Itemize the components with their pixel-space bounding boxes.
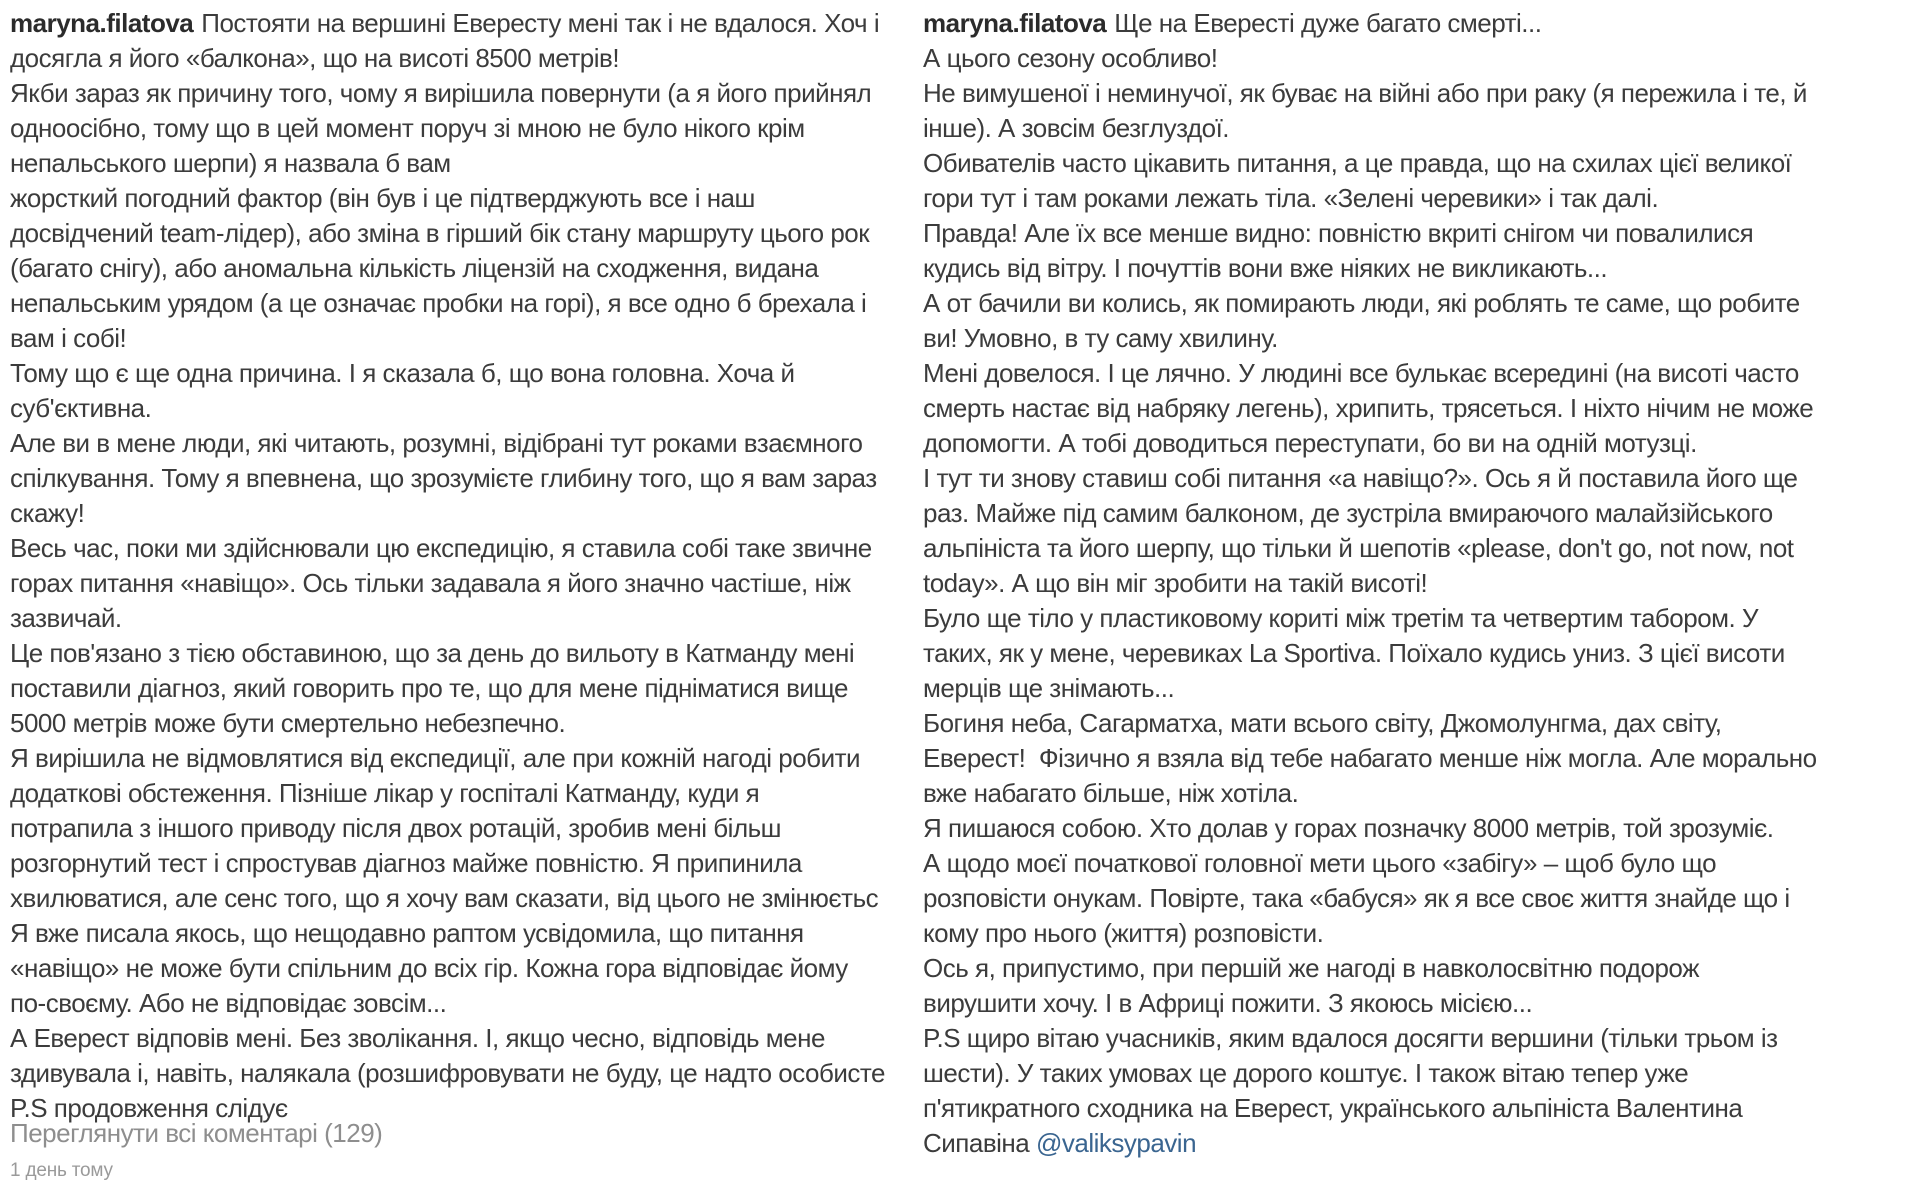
caption-line: Обивателів часто цікавить питання, а це правда, що на схилах цієї великої bbox=[923, 148, 1792, 178]
caption-line: Ось я, припустимо, при першій же нагоді в навколосвітню подорож bbox=[923, 953, 1699, 983]
caption-line: здивувала і, навіть, налякала (розшифровувати не буду, це надто особисте bbox=[10, 1058, 885, 1088]
caption-line: одноосібно, тому що в цей момент поруч зі мною не було нікого крім bbox=[10, 113, 805, 143]
caption-line: А от бачили ви колись, як помирають люди, які роблять те саме, що робите bbox=[923, 288, 1800, 318]
caption-line: скажу! bbox=[10, 498, 85, 528]
caption-line: досягла я його «балкона», що на висоті 8500 метрів! bbox=[10, 43, 620, 73]
caption-line: раз. Майже під самим балконом, де зустріла вмираючого малайзійського bbox=[923, 498, 1773, 528]
caption-line: Еверест! Фізично я взяла від тебе набагато менше ніж могла. Але морально bbox=[923, 743, 1817, 773]
caption-line: Мені довелося. І це лячно. У людині все булькає всередині (на висоті часто bbox=[923, 358, 1799, 388]
caption-line: горах питання «навіщо». Ось тільки задавала я його значно частіше, ніж bbox=[10, 568, 851, 598]
caption-line: вам і собі! bbox=[10, 323, 127, 353]
caption-line: Але ви в мене люди, які читають, розумні, відібрані тут роками взаємного bbox=[10, 428, 863, 458]
caption-line: розгорнутий тест і спростував діагноз майже повністю. Я припинила bbox=[10, 848, 802, 878]
caption-line: хвилюватися, але сенс того, що я хочу вам сказати, від цього не змінюєтьс bbox=[10, 883, 879, 913]
caption-line: Якби зараз як причину того, чому я вирішила повернути (а я його прийнял bbox=[10, 78, 872, 108]
caption-line: розповісти онукам. Повірте, така «бабуся» як я все своє життя знайде що і bbox=[923, 883, 1790, 913]
username-link[interactable]: maryna.filatova bbox=[923, 8, 1107, 38]
caption-line: today». А що він міг зробити на такій висоті! bbox=[923, 568, 1428, 598]
caption-line: А Еверест відповів мені. Без зволікання. І, якщо чесно, відповідь мене bbox=[10, 1023, 825, 1053]
view-all-comments-button[interactable]: Переглянути всі коментарі (129) bbox=[10, 1118, 383, 1148]
caption-line: вже набагато більше, ніж хотіла. bbox=[923, 778, 1299, 808]
caption-line: таких, як у мене, черевиках La Sportiva. Поїхало кудись униз. З цієї висоти bbox=[923, 638, 1785, 668]
caption-line: додаткові обстеження. Пізніше лікар у госпіталі Катманду, куди я bbox=[10, 778, 760, 808]
caption-line: шести). У таких умовах це дорого коштує. І також вітаю тепер уже bbox=[923, 1058, 1689, 1088]
caption-line: мерців ще знімають... bbox=[923, 673, 1175, 703]
caption-lines bbox=[923, 41, 1915, 1126]
caption-line: інше). А зовсім безглуздої. bbox=[923, 113, 1230, 143]
caption-line: гори тут і там роками лежать тіла. «Зелені черевики» і так далі. bbox=[923, 183, 1659, 213]
caption-line: Було ще тіло у пластиковому кориті між третім та четвертим табором. У bbox=[923, 603, 1759, 633]
caption-line: Весь час, поки ми здійснювали цю експедицію, я ставила собі таке звичне bbox=[10, 533, 872, 563]
caption-line: А щодо моєї початкової головної мети цього «забігу» – щоб було що bbox=[923, 848, 1717, 878]
caption-line: спілкування. Тому я впевнена, що зрозумієте глибину того, що я вам зараз bbox=[10, 463, 877, 493]
username-link[interactable]: maryna.filatova bbox=[10, 8, 194, 38]
caption-first-line bbox=[10, 6, 888, 41]
caption-line: ви! Умовно, в ту саму хвилину. bbox=[923, 323, 1278, 353]
caption-line: Я вже писала якось, що нещодавно раптом усвідомила, що питання bbox=[10, 918, 804, 948]
caption-line: досвідчений team-лідер), або зміна в гірший бік стану маршруту цього рок bbox=[10, 218, 870, 248]
post-caption-left bbox=[10, 6, 888, 1123]
caption-line: смерть настає від набряку легень), хрипить, трясеться. І ніхто нічим не може bbox=[923, 393, 1814, 423]
caption-line: А цього сезону особливо! bbox=[923, 43, 1218, 73]
caption-line: «навіщо» не може бути спільним до всіх гір. Кожна гора відповідає йому bbox=[10, 953, 848, 983]
caption-line: поставили діагноз, який говорить про те, що для мене підніматися вище bbox=[10, 673, 848, 703]
caption-line: потрапила з іншого приводу після двох ротацій, зробив мені більш bbox=[10, 813, 782, 843]
caption-line: Я пишаюся собою. Хто долав у горах позначку 8000 метрів, той зрозуміє. bbox=[923, 813, 1774, 843]
caption-line: Тому що є ще одна причина. І я сказала б, що вона головна. Хоча й bbox=[10, 358, 795, 388]
caption-line: 5000 метрів може бути смертельно небезпечно. bbox=[10, 708, 566, 738]
caption-line: жорсткий погодний фактор (він був і це підтверджують все і наш bbox=[10, 183, 755, 213]
caption-line: Я вирішила не відмовлятися від експедиції, але при кожній нагоді робити bbox=[10, 743, 861, 773]
caption-first-line bbox=[923, 6, 1915, 41]
caption-line: Богиня неба, Сагарматха, мати всього світу, Джомолунгма, дах світу, bbox=[923, 708, 1722, 738]
caption-line: Це пов'язано з тією обставиною, що за день до вильоту в Катманду мені bbox=[10, 638, 855, 668]
caption-line: Правда! Але їх все менше видно: повністю вкриті снігом чи повалилися bbox=[923, 218, 1754, 248]
post-caption-right bbox=[923, 6, 1915, 1191]
caption-line: P.S продовження слідує bbox=[10, 1093, 288, 1123]
caption-line: допомогти. А тобі доводиться переступати, бо ви на одній мотузці. bbox=[923, 428, 1697, 458]
caption-line: кому про нього (життя) розповісти. bbox=[923, 918, 1324, 948]
caption-line: P.S щиро вітаю учасників, яким вдалося досягти вершини (тільки трьом із bbox=[923, 1023, 1778, 1053]
caption-line: альпініста та його шерпу, що тільки й шепотів «please, don't go, not now, not bbox=[923, 533, 1794, 563]
caption-line: непальського шерпи) я назвала б вам bbox=[10, 148, 451, 178]
caption-line: п'ятикратного сходника на Еверест, українського альпініста Валентина bbox=[923, 1093, 1743, 1123]
caption-last-line bbox=[923, 1126, 1915, 1161]
caption-line: вирушити хочу. І в Африці пожити. З якоюсь місією... bbox=[923, 988, 1533, 1018]
caption-text: Ще на Евересті дуже багато смерті... bbox=[1114, 8, 1542, 38]
caption-text: Сипавіна bbox=[923, 1128, 1036, 1158]
caption-line: суб'єктивна. bbox=[10, 393, 152, 423]
caption-line: по-своєму. Або не відповідає зовсім... bbox=[10, 988, 447, 1018]
post-timestamp: 1 день тому bbox=[10, 1160, 113, 1181]
caption-line: І тут ти знову ставиш собі питання «а навіщо?». Ось я й поставила його ще bbox=[923, 463, 1798, 493]
mention-link[interactable]: @valiksypavin bbox=[1035, 1128, 1197, 1158]
caption-line: (багато снігу), або аномальна кількість ліцензій на сходження, видана bbox=[10, 253, 819, 283]
caption-lines bbox=[10, 41, 888, 1126]
caption-text: Постояти на вершині Евересту мені так і не вдалося. Хоч і bbox=[201, 8, 880, 38]
caption-line: непальським урядом (а це означає пробки на горі), я все одно б брехала і bbox=[10, 288, 867, 318]
caption-line: кудись від вітру. І почуттів вони вже ніяких не викликають... bbox=[923, 253, 1608, 283]
caption-line: зазвичай. bbox=[10, 603, 122, 633]
caption-line: Не вимушеної і неминучої, як буває на війні або при раку (я пережила і те, й bbox=[923, 78, 1807, 108]
